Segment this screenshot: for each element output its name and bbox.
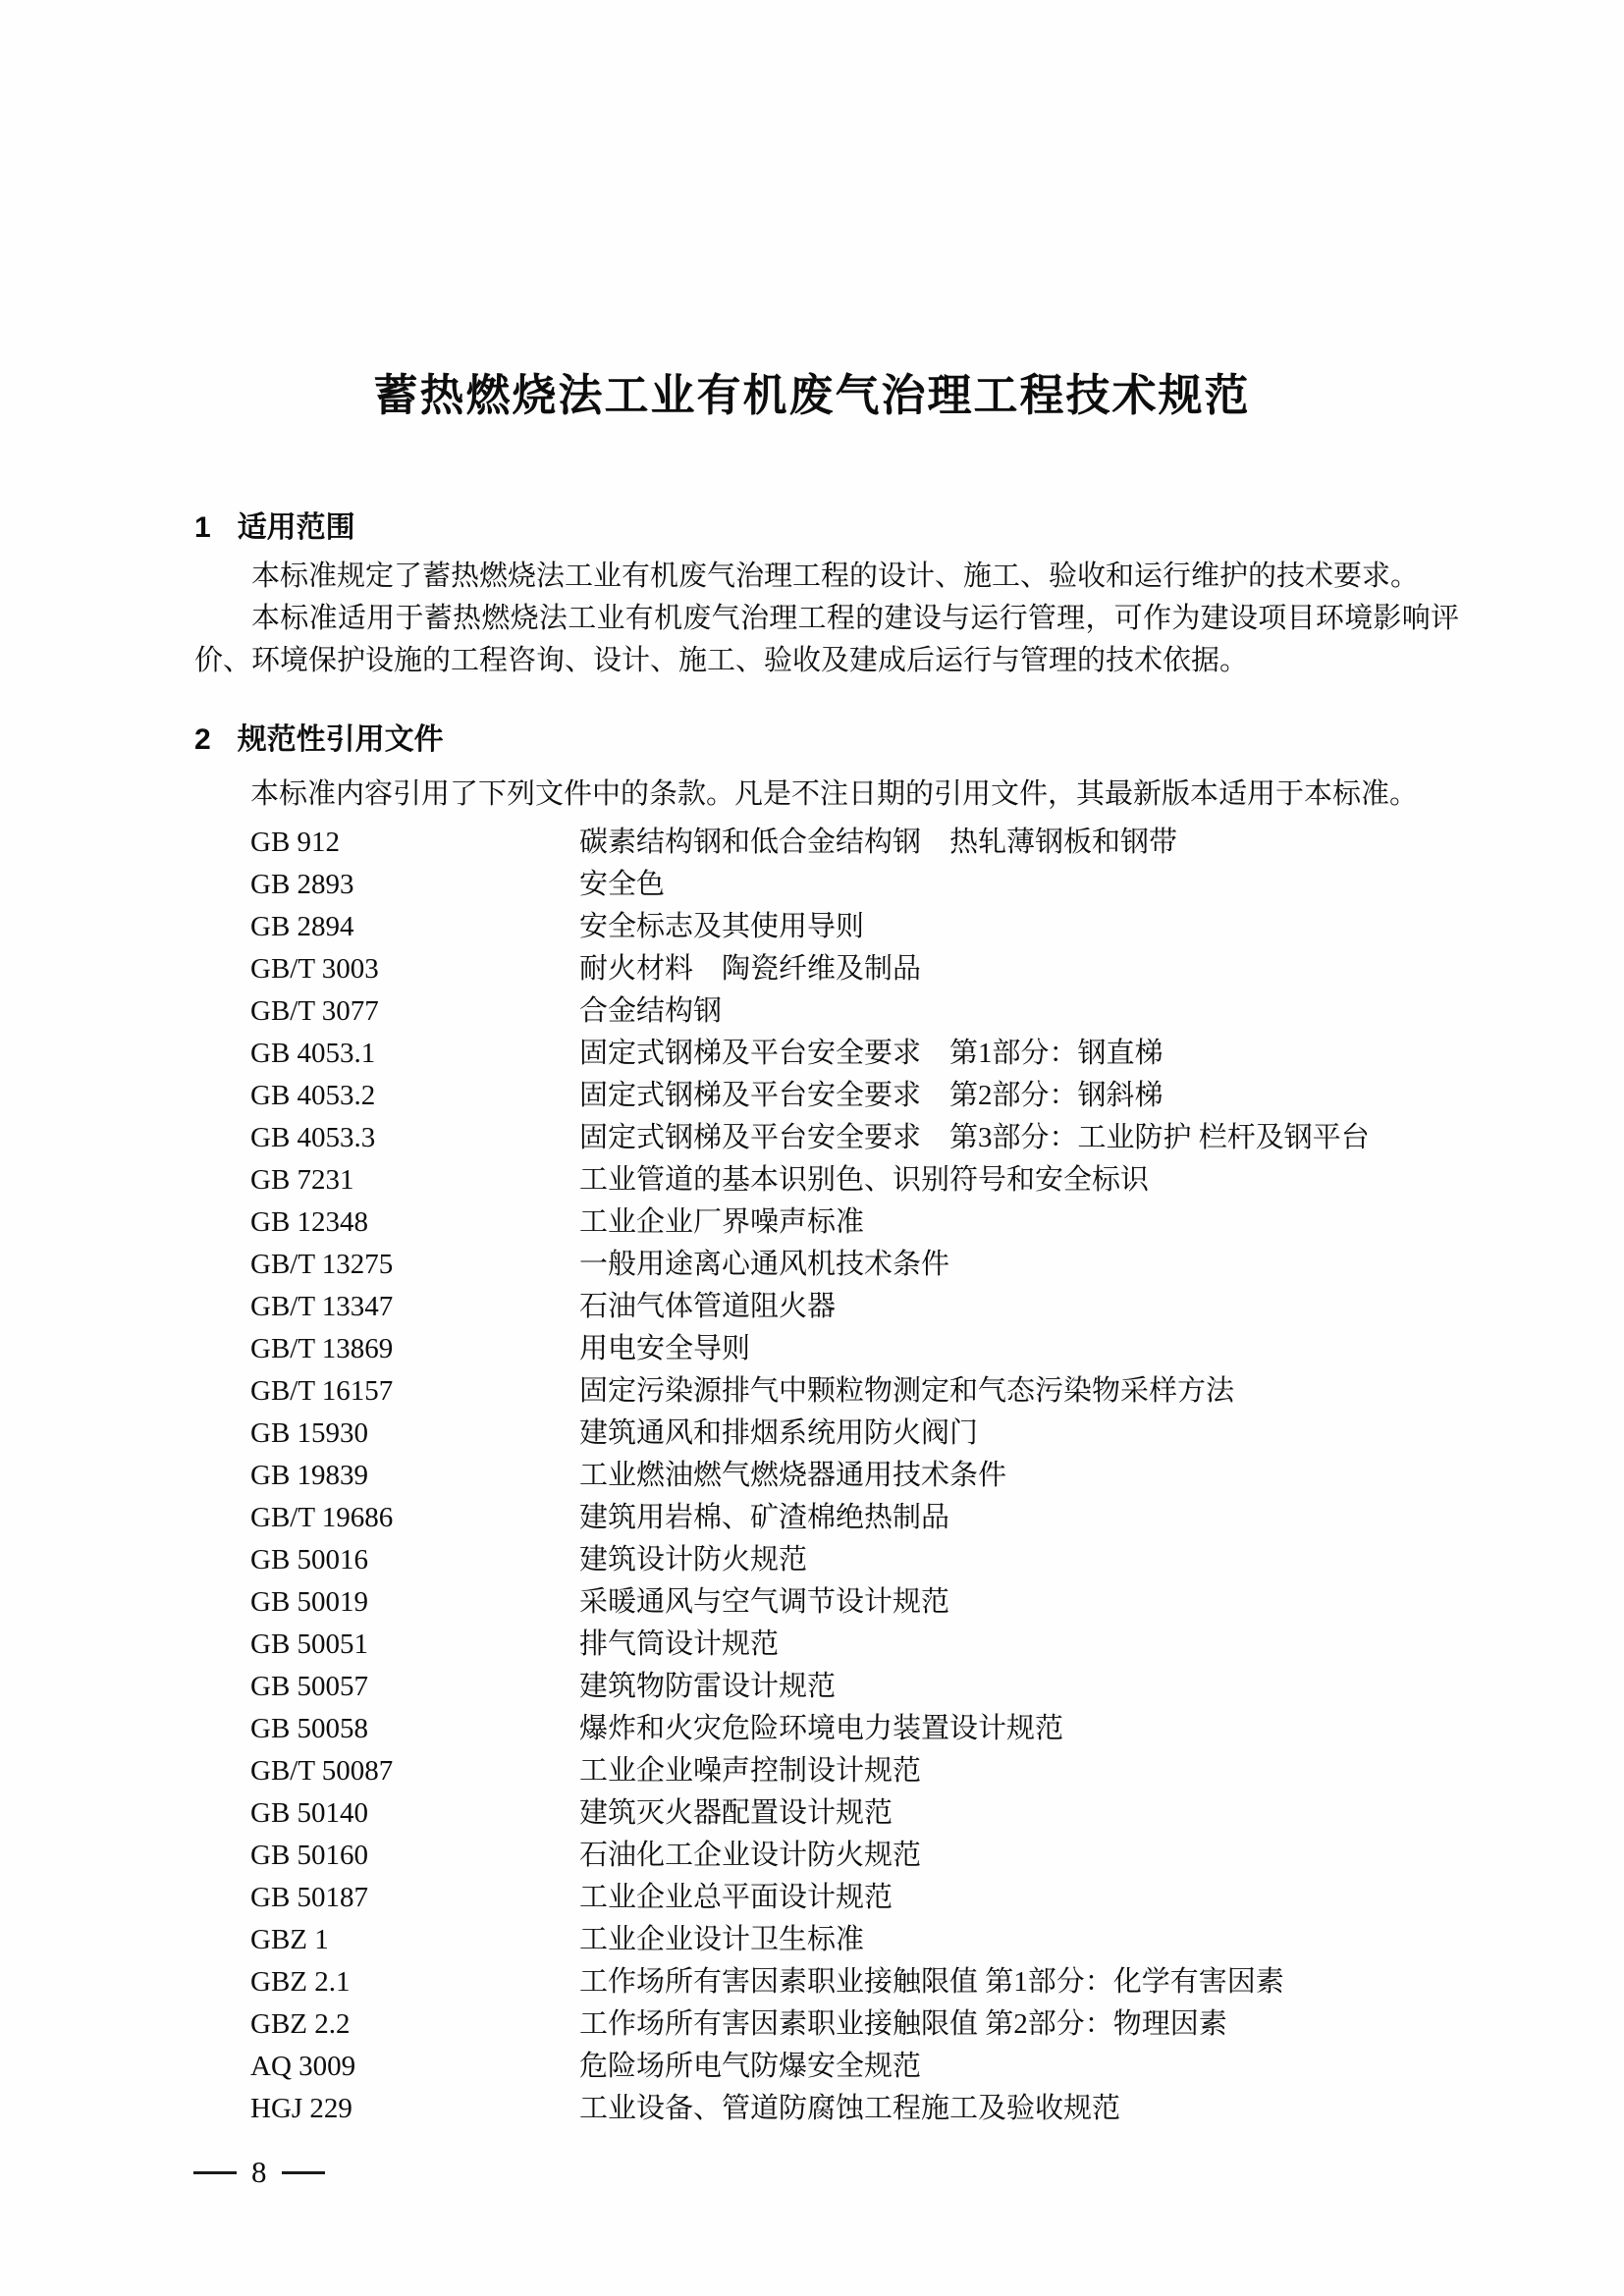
reference-row: [250, 2088, 1488, 2130]
reference-name: 工业企业设计卫生标准: [579, 1924, 865, 1955]
reference-code: GB 19839: [250, 1460, 369, 1491]
paragraph: 本标准适用于蓄热燃烧法工业有机废气治理工程的建设与运行管理，可作为建设项目环境影响评价、环境保护设施的工程咨询、设计、施工、验收及建成后运行与管理的技术依据。: [194, 603, 1459, 676]
reference-code: HGJ 229: [250, 2093, 352, 2124]
section-1-body: [194, 556, 1459, 682]
reference-name: 安全标志及其使用导则: [579, 911, 865, 942]
section-2-title: 规范性引用文件: [237, 723, 444, 756]
footer-dash-left-icon: [193, 2171, 237, 2174]
reference-name: 爆炸和火灾危险环境电力装置设计规范: [579, 1713, 1064, 1744]
section-2-number: 2: [194, 723, 211, 756]
reference-code: GB/T 19686: [250, 1502, 394, 1533]
reference-name: 工业设备、管道防腐蚀工程施工及验收规范: [579, 2093, 1121, 2124]
reference-name: 排气筒设计规范: [579, 1629, 780, 1660]
reference-code: GB 50187: [250, 1882, 369, 1913]
reference-row: [250, 1455, 1488, 1497]
footer-dash-right-icon: [282, 2171, 325, 2174]
page-footer: [193, 2152, 325, 2193]
reference-row: [250, 1497, 1488, 1539]
reference-code: GB/T 13275: [250, 1249, 394, 1280]
reference-row: [250, 1413, 1488, 1455]
reference-name: 耐火材料 陶瓷纤维及制品: [579, 953, 922, 985]
section-1-heading: [194, 503, 355, 546]
reference-row: [250, 1159, 1488, 1201]
reference-code: GB 912: [250, 827, 341, 858]
document-title: 蓄热燃烧法工业有机废气治理工程技术规范: [373, 370, 1251, 421]
reference-row: [250, 864, 1488, 906]
reference-row: [250, 948, 1488, 990]
section-1-title: 适用范围: [237, 511, 355, 544]
reference-row: [250, 1201, 1488, 1244]
reference-name: 工作场所有害因素职业接触限值 第2部分：物理因素: [579, 2008, 1227, 2040]
reference-code: GB 50058: [250, 1713, 369, 1744]
reference-row: [250, 1750, 1488, 1792]
reference-name: 建筑物防雷设计规范: [579, 1671, 837, 1702]
reference-name: 固定式钢梯及平台安全要求 第2部分：钢斜梯: [579, 1080, 1164, 1111]
reference-row: [250, 1075, 1488, 1117]
reference-code: GB 4053.3: [250, 1122, 376, 1153]
reference-row: [250, 2003, 1488, 2046]
reference-row: [250, 1792, 1488, 1835]
reference-code: GBZ 2.1: [250, 1966, 351, 1998]
reference-name: 安全色: [579, 869, 666, 900]
reference-row: [250, 1286, 1488, 1328]
reference-code: GB 4053.1: [250, 1038, 376, 1069]
reference-code: GB/T 13347: [250, 1291, 394, 1322]
reference-code: GB 2893: [250, 869, 354, 900]
section-1-number: 1: [194, 511, 211, 544]
reference-code: GB/T 3077: [250, 995, 379, 1027]
reference-row: [250, 2046, 1488, 2088]
reference-name: 工业企业噪声控制设计规范: [579, 1755, 922, 1787]
reference-code: GB/T 16157: [250, 1375, 394, 1407]
reference-code: GB 4053.2: [250, 1080, 376, 1111]
reference-name: 碳素结构钢和低合金结构钢 热轧薄钢板和钢带: [579, 827, 1178, 858]
reference-name: 石油气体管道阻火器: [579, 1291, 837, 1322]
reference-name: 建筑用岩棉、矿渣棉绝热制品: [579, 1502, 950, 1533]
reference-code: GBZ 1: [250, 1924, 329, 1955]
reference-row: [250, 1033, 1488, 1075]
reference-code: AQ 3009: [250, 2051, 356, 2082]
reference-name: 固定污染源排气中颗粒物测定和气态污染物采样方法: [579, 1375, 1235, 1407]
reference-name: 工业企业厂界噪声标准: [579, 1206, 865, 1238]
reference-code: GBZ 2.2: [250, 2008, 351, 2040]
section-2-heading: [194, 715, 444, 758]
reference-name: 工作场所有害因素职业接触限值 第1部分：化学有害因素: [579, 1966, 1284, 1998]
reference-name: 采暖通风与空气调节设计规范: [579, 1586, 950, 1618]
reference-name: 建筑灭火器配置设计规范: [579, 1797, 893, 1829]
reference-row: [250, 1581, 1488, 1624]
reference-row: [250, 1919, 1488, 1961]
reference-name: 固定式钢梯及平台安全要求 第3部分：工业防护 栏杆及钢平台: [579, 1122, 1370, 1153]
reference-row: [250, 1708, 1488, 1750]
reference-code: GB 12348: [250, 1206, 369, 1238]
reference-name: 一般用途离心通风机技术条件: [579, 1249, 950, 1280]
reference-row: [250, 1877, 1488, 1919]
reference-code: GB 50057: [250, 1671, 369, 1702]
paragraph: 本标准规定了蓄热燃烧法工业有机废气治理工程的设计、施工、验收和运行维护的技术要求。: [251, 561, 1420, 592]
reference-name: 用电安全导则: [579, 1333, 751, 1364]
reference-name: 工业企业总平面设计规范: [579, 1882, 893, 1913]
reference-row: [250, 1666, 1488, 1708]
reference-code: GB 7231: [250, 1164, 354, 1196]
references-list: [250, 822, 1488, 2130]
reference-code: GB 50160: [250, 1840, 369, 1871]
reference-code: GB 2894: [250, 911, 354, 942]
reference-name: 危险场所电气防爆安全规范: [579, 2051, 922, 2082]
reference-row: [250, 990, 1488, 1033]
reference-row: [250, 1370, 1488, 1413]
reference-name: 工业管道的基本识别色、识别符号和安全标识: [579, 1164, 1150, 1196]
section-2-body: [250, 774, 1488, 2130]
reference-name: 固定式钢梯及平台安全要求 第1部分：钢直梯: [579, 1038, 1164, 1069]
reference-row: [250, 1117, 1488, 1159]
reference-code: GB 15930: [250, 1417, 369, 1449]
reference-name: 工业燃油燃气燃烧器通用技术条件: [579, 1460, 1007, 1491]
reference-code: GB 50019: [250, 1586, 369, 1618]
reference-row: [250, 1961, 1488, 2003]
reference-code: GB/T 13869: [250, 1333, 394, 1364]
reference-row: [250, 1539, 1488, 1581]
reference-row: [250, 906, 1488, 948]
reference-row: [250, 1835, 1488, 1877]
reference-row: [250, 1624, 1488, 1666]
reference-code: GB 50051: [250, 1629, 369, 1660]
reference-name: 建筑通风和排烟系统用防火阀门: [579, 1417, 979, 1449]
references-intro: 本标准内容引用了下列文件中的条款。凡是不注日期的引用文件，其最新版本适用于本标准。: [250, 778, 1419, 810]
reference-code: GB 50016: [250, 1544, 369, 1575]
reference-row: [250, 1244, 1488, 1286]
reference-name: 石油化工企业设计防火规范: [579, 1840, 922, 1871]
reference-name: 建筑设计防火规范: [579, 1544, 808, 1575]
reference-name: 合金结构钢: [579, 995, 723, 1027]
reference-code: GB/T 50087: [250, 1755, 394, 1787]
reference-code: GB/T 3003: [250, 953, 379, 985]
reference-code: GB 50140: [250, 1797, 369, 1829]
reference-row: [250, 1328, 1488, 1370]
reference-row: [250, 822, 1488, 864]
page-number: 8: [251, 2155, 267, 2189]
